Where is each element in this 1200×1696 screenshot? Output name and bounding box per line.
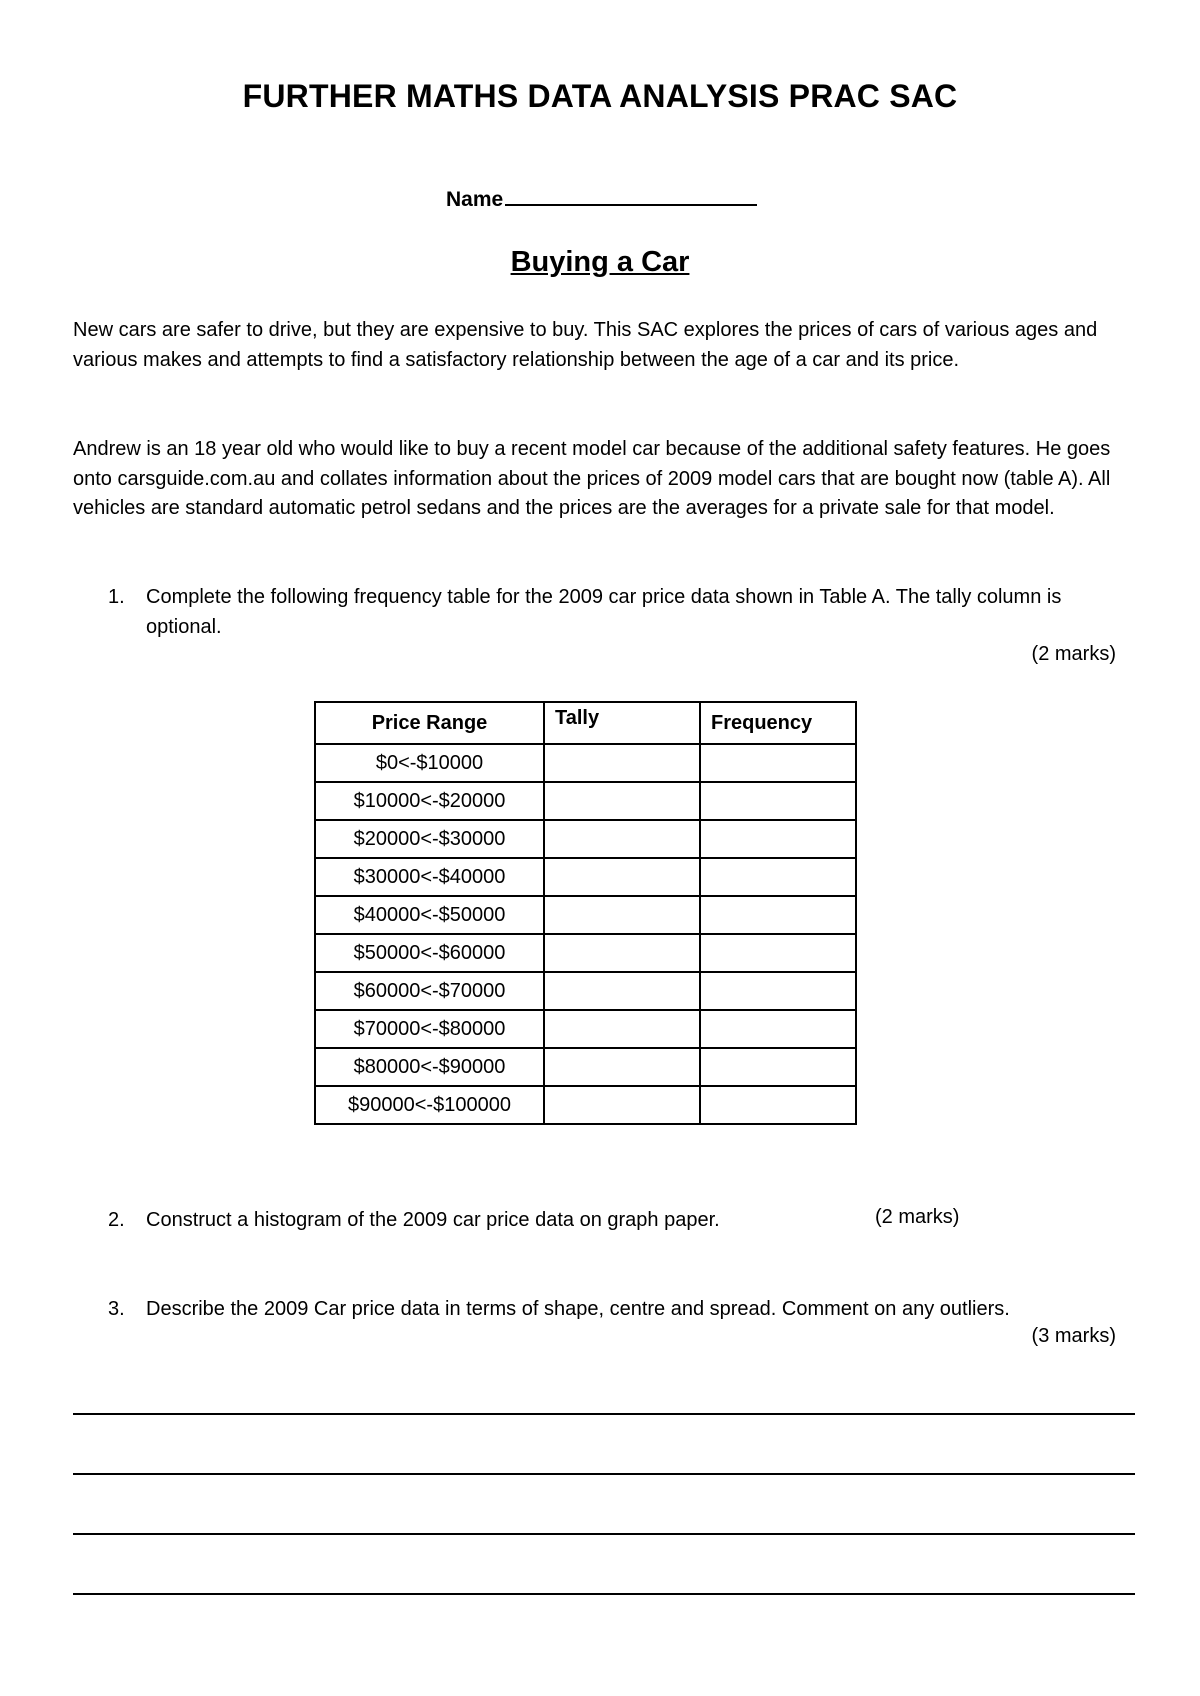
table-row [315, 744, 856, 782]
tally-cell[interactable] [544, 1010, 700, 1048]
price-range-cell: $20000<-$30000 [315, 820, 544, 858]
question-3-marks: (3 marks) [1031, 1325, 1116, 1347]
table-row [315, 972, 856, 1010]
table-row [315, 1086, 856, 1124]
price-range-cell: $70000<-$80000 [315, 1010, 544, 1048]
name-field[interactable] [446, 184, 757, 212]
question-text: Describe the 2009 Car price data in terms of shape, centre and spread. Comment on any outliers. [146, 1298, 1010, 1320]
question-number: 2. [108, 1209, 125, 1231]
price-range-cell: $50000<-$60000 [315, 934, 544, 972]
page-title: FURTHER MATHS DATA ANALYSIS PRAC SAC [242, 78, 958, 114]
tally-cell[interactable] [544, 1086, 700, 1124]
tally-cell[interactable] [544, 972, 700, 1010]
table-header-row [315, 702, 856, 744]
intro-paragraph-2: Andrew is an 18 year old who would like to buy a recent model car because of the additional safety features. He goes onto carsguide.com.au and collates information about the prices of 2009 model cars that are bought now (table A). All vehicles are standard automatic petrol sedans and the prices are the averages for a private sale for that model. [73, 438, 1111, 519]
frequency-cell[interactable] [700, 782, 856, 820]
header-price-range: Price Range [315, 702, 544, 744]
question-1 [108, 583, 1118, 642]
price-range-cell: $10000<-$20000 [315, 782, 544, 820]
name-blank-line[interactable] [505, 184, 757, 206]
header-tally: Tally [544, 702, 700, 744]
table-row [315, 1010, 856, 1048]
frequency-cell[interactable] [700, 972, 856, 1010]
frequency-cell[interactable] [700, 896, 856, 934]
question-text: Construct a histogram of the 2009 car price data on graph paper. [146, 1209, 720, 1231]
question-1-marks: (2 marks) [1031, 643, 1116, 665]
intro-paragraph-1: New cars are safer to drive, but they are expensive to buy. This SAC explores the prices of cars of various ages and various makes and attempts to find a satisfactory relationship between the age of a car and its price. [73, 319, 1098, 371]
name-label: Name [446, 188, 504, 211]
frequency-cell[interactable] [700, 1048, 856, 1086]
header-frequency: Frequency [700, 702, 856, 744]
tally-cell[interactable] [544, 934, 700, 972]
price-range-cell: $60000<-$70000 [315, 972, 544, 1010]
frequency-table [314, 701, 857, 1125]
answer-line[interactable] [73, 1413, 1135, 1415]
question-3 [108, 1295, 1118, 1325]
table-row [315, 782, 856, 820]
table-row [315, 934, 856, 972]
answer-line[interactable] [73, 1593, 1135, 1595]
price-range-cell: $30000<-$40000 [315, 858, 544, 896]
answer-line[interactable] [73, 1533, 1135, 1535]
frequency-cell[interactable] [700, 820, 856, 858]
price-range-cell: $0<-$10000 [315, 744, 544, 782]
frequency-cell[interactable] [700, 934, 856, 972]
question-number: 1. [108, 586, 125, 608]
question-2-marks: (2 marks) [875, 1206, 960, 1228]
tally-cell[interactable] [544, 782, 700, 820]
tally-cell[interactable] [544, 1048, 700, 1086]
frequency-cell[interactable] [700, 744, 856, 782]
price-range-cell: $40000<-$50000 [315, 896, 544, 934]
tally-cell[interactable] [544, 820, 700, 858]
table-row [315, 896, 856, 934]
tally-cell[interactable] [544, 744, 700, 782]
table-row [315, 1048, 856, 1086]
question-text: Complete the following frequency table for the 2009 car price data shown in Table A. The tally column is optional. [146, 586, 1062, 638]
tally-cell[interactable] [544, 896, 700, 934]
frequency-cell[interactable] [700, 1086, 856, 1124]
price-range-cell: $90000<-$100000 [315, 1086, 544, 1124]
section-heading: Buying a Car [510, 246, 690, 278]
question-2 [108, 1206, 1118, 1236]
frequency-cell[interactable] [700, 1010, 856, 1048]
frequency-cell[interactable] [700, 858, 856, 896]
table-row [315, 858, 856, 896]
question-number: 3. [108, 1298, 125, 1320]
table-row [315, 820, 856, 858]
answer-line[interactable] [73, 1473, 1135, 1475]
price-range-cell: $80000<-$90000 [315, 1048, 544, 1086]
tally-cell[interactable] [544, 858, 700, 896]
